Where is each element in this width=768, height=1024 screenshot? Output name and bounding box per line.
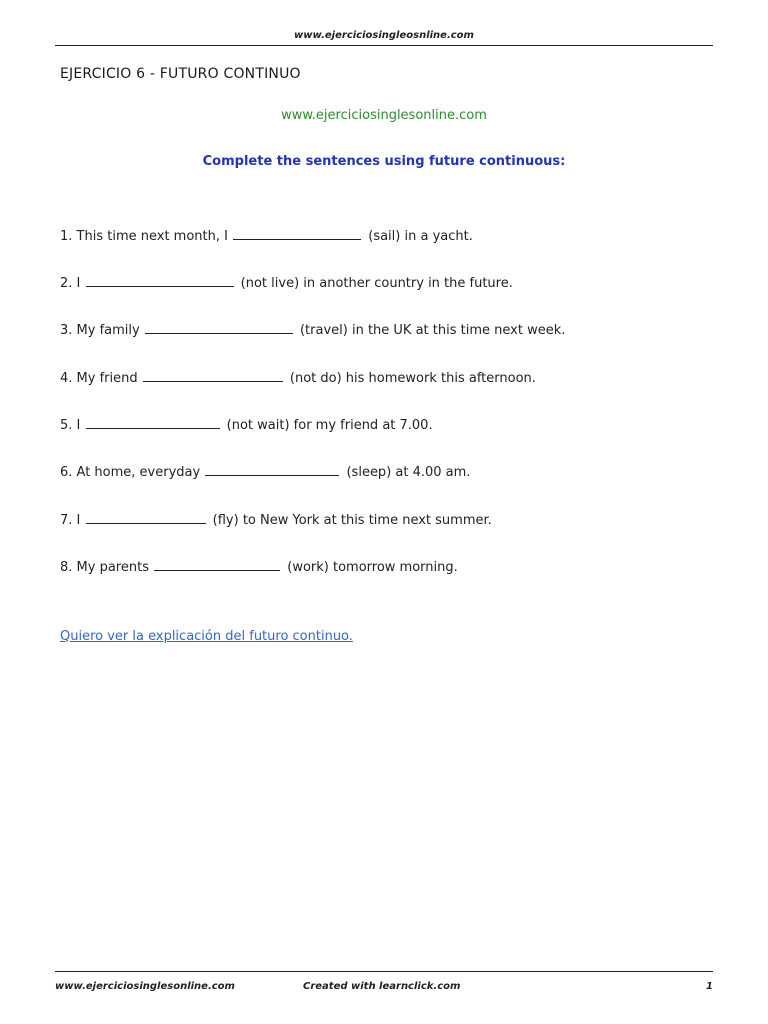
answer-blank-7[interactable]: [86, 511, 206, 524]
sentence-hint: (not wait) for my friend at 7.00.: [226, 418, 433, 433]
sentence-3: [60, 321, 565, 339]
sentence-hint: (work) tomorrow morning.: [287, 560, 458, 575]
sentence-hint: (sail) in a yacht.: [368, 229, 473, 244]
sentence-text: 6. At home, everyday: [60, 465, 201, 480]
sentence-5: [60, 416, 433, 434]
sentence-text: 7. I: [60, 513, 81, 528]
answer-blank-2[interactable]: [86, 274, 234, 287]
answer-blank-8[interactable]: [154, 558, 280, 571]
page-header: [55, 29, 713, 46]
site-link[interactable]: www.ejerciciosinglesonline.com: [281, 108, 487, 123]
header-site-text: www.ejerciciosingleosnline.com: [294, 30, 474, 41]
sentence-hint: (sleep) at 4.00 am.: [346, 465, 471, 480]
sentence-8: [60, 558, 458, 576]
sentence-hint: (not do) his homework this afternoon.: [289, 371, 536, 386]
sentence-text: 8. My parents: [60, 560, 149, 575]
answer-blank-5[interactable]: [86, 416, 220, 429]
answer-blank-6[interactable]: [205, 463, 339, 476]
sentence-hint: (travel) in the UK at this time next week.: [299, 323, 566, 338]
sentence-hint: (not live) in another country in the future.: [240, 276, 513, 291]
sentence-text: 2. I: [60, 276, 81, 291]
sentence-text: 1. This time next month, I: [60, 229, 228, 244]
sentence-6: [60, 463, 470, 481]
page-number: 1: [706, 981, 713, 992]
sentence-1: [60, 227, 473, 245]
answer-blank-1[interactable]: [233, 227, 361, 240]
answer-blank-4[interactable]: [143, 369, 283, 382]
footer-credit: Created with learnclick.com: [303, 981, 461, 992]
sentence-text: 3. My family: [60, 323, 140, 338]
sentence-2: [60, 274, 513, 292]
answer-blank-3[interactable]: [145, 321, 293, 334]
sentence-text: 4. My friend: [60, 371, 138, 386]
exercise-title: EJERCICIO 6 - FUTURO CONTINUO: [60, 66, 301, 82]
sentence-4: [60, 369, 536, 387]
footer-site-text: www.ejerciciosinglesonline.com: [55, 981, 235, 992]
explanation-link[interactable]: Quiero ver la explicación del futuro continuo.: [60, 629, 353, 644]
sentence-7: [60, 511, 492, 529]
sentence-hint: (fly) to New York at this time next summer.: [212, 513, 492, 528]
page-footer: [55, 971, 713, 992]
sentence-text: 5. I: [60, 418, 81, 433]
instructions: Complete the sentences using future continuous:: [202, 154, 566, 169]
